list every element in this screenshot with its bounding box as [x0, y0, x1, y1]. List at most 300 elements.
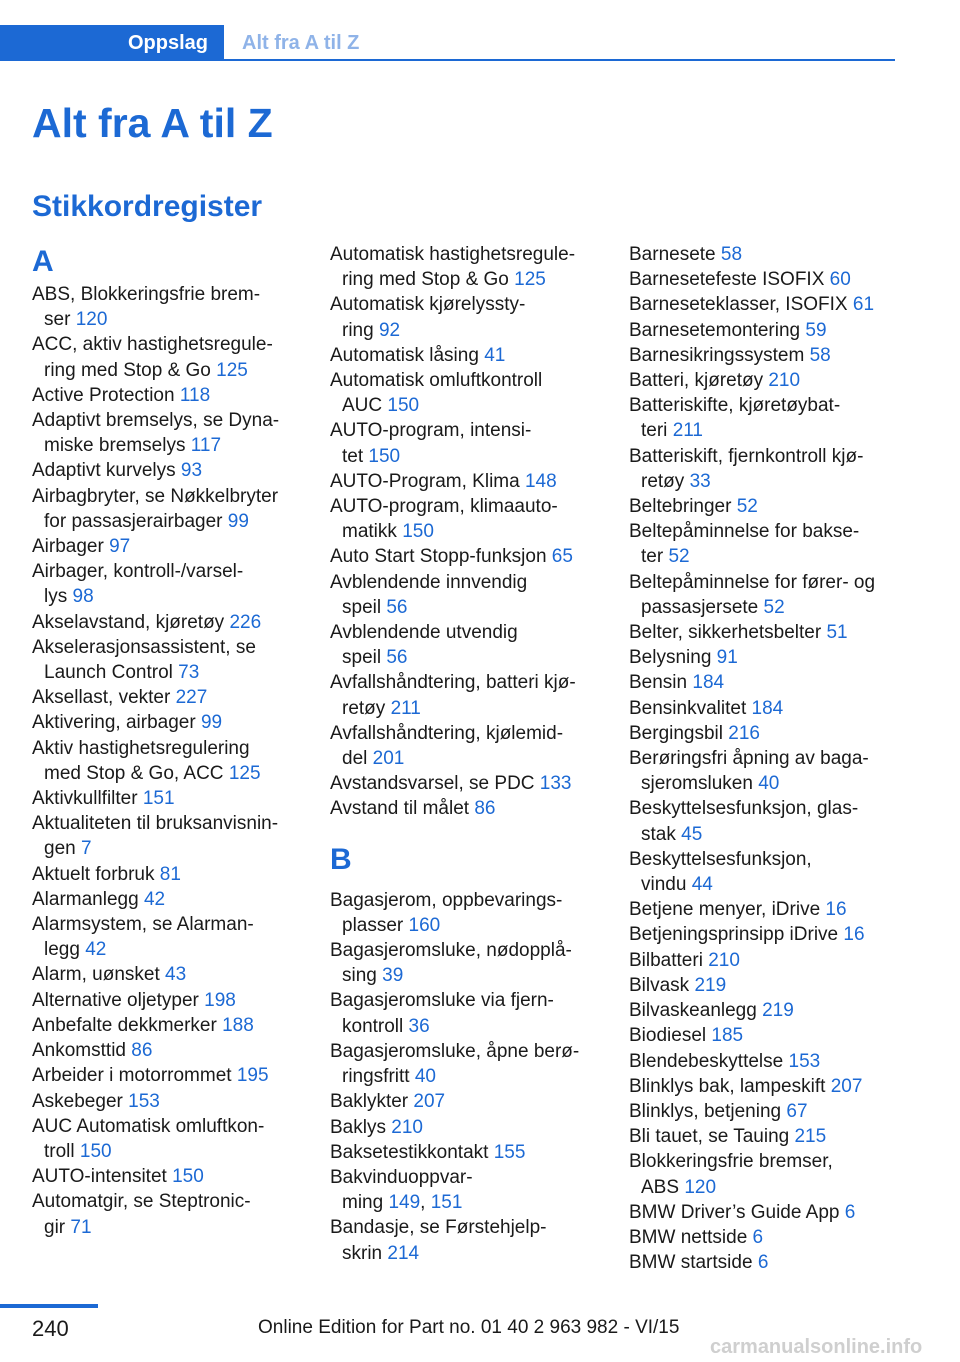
entry-text: BMW nettside	[629, 1226, 753, 1248]
entry-text: retøy	[641, 470, 690, 492]
entry-text: Automatisk hastighetsregule-	[330, 244, 576, 265]
index-entry	[32, 635, 322, 685]
index-entry	[32, 988, 322, 1013]
entry-text: Beltepåminnelse for fører- og	[629, 571, 876, 593]
entry-text: sing	[342, 965, 383, 987]
index-entry	[629, 368, 919, 393]
entry-text: Launch Control	[44, 662, 179, 684]
entry-text: sjeromsluken	[641, 773, 759, 795]
index-entry	[330, 938, 620, 988]
page-link[interactable]: 219	[694, 974, 727, 996]
entry-text: lys	[44, 586, 73, 608]
page-link[interactable]: 227	[175, 687, 208, 709]
page-link[interactable]: 45	[681, 823, 703, 845]
entry-text: for passasjerairbager	[44, 510, 228, 532]
index-entry	[629, 796, 919, 846]
page-link[interactable]: 6	[844, 1201, 856, 1223]
index-entry	[32, 710, 322, 735]
entry-text: Akselavstand, kjøretøy	[32, 611, 230, 633]
index-entry	[32, 887, 322, 912]
index-entry	[330, 1215, 620, 1265]
page-link[interactable]: 150	[387, 395, 420, 417]
entry-text: Beskyttelsesfunksjon, glas-	[629, 798, 859, 820]
page-link[interactable]: 40	[758, 773, 780, 795]
entry-text: Alternative oljetyper	[32, 989, 205, 1011]
entry-text: tet	[342, 445, 369, 467]
page-link[interactable]: 58	[809, 344, 831, 366]
entry-text: Avfallshåndtering, kjølemid-	[330, 722, 564, 744]
page-link[interactable]: 125	[514, 269, 546, 291]
entry-text: del	[342, 748, 373, 770]
index-entry	[32, 559, 322, 609]
index-entry	[629, 696, 919, 721]
index-entry	[629, 494, 919, 519]
index-entry	[629, 998, 919, 1023]
page-link[interactable]: 52	[736, 496, 758, 518]
entry-text: Barnesetemontering	[629, 319, 806, 341]
index-column-2	[330, 242, 620, 1266]
entry-text: Avstandsvarsel, se PDC	[330, 773, 540, 795]
entry-text: AUTO-Program, Klima	[330, 470, 525, 492]
entry-text: Beskyttelsesfunksjon,	[629, 848, 812, 870]
page-link[interactable]: 150	[172, 1166, 204, 1188]
page-link[interactable]: 210	[768, 370, 801, 392]
entry-text: Blinklys bak, lampeskift	[629, 1075, 831, 1097]
page-link[interactable]: 7	[80, 838, 92, 860]
page-link[interactable]: 42	[143, 888, 166, 910]
header-divider	[224, 59, 895, 61]
entry-text: Blokkeringsfrie bremser,	[629, 1151, 833, 1173]
entry-text: Bagasjerom, oppbevarings-	[330, 889, 563, 911]
index-entry	[629, 847, 919, 897]
index-entry	[32, 534, 322, 559]
page-link[interactable]: 60	[829, 269, 851, 291]
page-link[interactable]: 150	[79, 1140, 112, 1162]
entry-text: Bilvaskeanlegg	[629, 1000, 763, 1022]
index-entry	[629, 721, 919, 746]
entry-text: Aktivering, airbager	[32, 712, 201, 734]
entry-text: skrin	[342, 1242, 388, 1264]
index-entry	[32, 332, 322, 382]
entry-text: speil	[342, 647, 387, 669]
chapter-tab[interactable]: Alt fra A til Z	[242, 31, 360, 54]
index-entry	[330, 570, 620, 620]
page-link[interactable]: 99	[200, 712, 223, 734]
entry-text: Batteri, kjøretøy	[629, 370, 769, 392]
entry-text: troll	[44, 1140, 80, 1162]
entry-text: Automatgir, se Steptronic-	[32, 1191, 251, 1213]
entry-text: Avblendende innvendig	[330, 571, 528, 593]
page-link[interactable]: 188	[222, 1014, 254, 1036]
page-link[interactable]: 36	[408, 1015, 430, 1037]
entry-text: Baklys	[330, 1116, 392, 1138]
page-link[interactable]: 120	[75, 309, 108, 331]
entry-text: Bergingsbil	[629, 722, 729, 744]
page-link[interactable]: 211	[390, 697, 421, 719]
index-entry	[32, 1114, 322, 1164]
index-entry	[32, 1013, 322, 1038]
index-entry	[629, 343, 919, 368]
page-link[interactable]: 52	[668, 546, 690, 568]
page-link[interactable]: 184	[692, 672, 725, 694]
index-entry	[629, 444, 919, 494]
page-link[interactable]: 44	[691, 874, 713, 896]
page-link[interactable]: 151	[142, 788, 175, 810]
page-link[interactable]: 52	[763, 596, 785, 618]
entry-text: legg	[44, 939, 86, 961]
index-entry	[629, 1149, 919, 1199]
index-entry	[330, 1089, 620, 1114]
page-link[interactable]: 207	[830, 1075, 863, 1097]
index-entry	[629, 1049, 919, 1074]
page-link[interactable]: 91	[716, 647, 738, 669]
entry-list	[330, 888, 620, 1266]
page-link[interactable]: 99	[227, 510, 249, 532]
index-entry	[629, 267, 919, 292]
entry-text: Bakvinduoppvar-	[330, 1166, 473, 1188]
index-entry	[629, 1225, 919, 1250]
index-subtitle: Stikkordregister	[32, 190, 263, 223]
entry-text: Airbagbryter, se Nøkkelbryter	[32, 485, 279, 507]
entry-text: Aktivkullfilter	[32, 788, 143, 810]
page-link[interactable]: 215	[794, 1126, 827, 1148]
entry-text: Bandasje, se Førstehjelp-	[330, 1217, 547, 1239]
page-link[interactable]: 195	[236, 1065, 269, 1087]
page-title: Alt fra A til Z	[32, 100, 273, 146]
index-entry	[629, 645, 919, 670]
index-entry	[330, 988, 620, 1038]
entry-text: Active Protection	[32, 384, 180, 406]
entry-text: AUTO-program, intensi-	[330, 420, 532, 442]
entry-text: Betjene menyer, iDrive	[629, 899, 826, 921]
entry-text: Aktualiteten til bruksanvisnin-	[32, 813, 279, 835]
index-entry	[629, 670, 919, 695]
index-entry	[32, 610, 322, 635]
entry-text: Barnesete	[629, 244, 721, 265]
entry-text: AUC	[342, 395, 388, 417]
page-link[interactable]: 185	[711, 1025, 744, 1047]
page-link[interactable]: 210	[708, 949, 740, 971]
index-entry	[330, 469, 620, 494]
index-entry	[330, 771, 620, 796]
entry-text: Auto Start Stopp-funksjon	[330, 546, 552, 568]
index-entry	[629, 519, 919, 569]
entry-text: Barnesetefeste ISOFIX	[629, 269, 830, 291]
index-entry	[330, 292, 620, 342]
page-link[interactable]: 149	[388, 1192, 421, 1214]
index-entry	[629, 570, 919, 620]
page-link[interactable]: 61	[852, 294, 875, 316]
index-entry	[32, 786, 322, 811]
index-entry	[629, 318, 919, 343]
entry-text: med Stop & Go, ACC	[44, 762, 229, 784]
entry-text: Bli tauet, se Tauing	[629, 1126, 795, 1148]
entry-text: Belysning	[629, 647, 717, 669]
index-entry	[330, 494, 620, 544]
entry-text: Berøringsfri åpning av baga-	[629, 748, 869, 770]
entry-text: Blinklys, betjening	[629, 1100, 787, 1122]
page-link[interactable]: 211	[672, 420, 703, 442]
entry-text: Ankomsttid	[32, 1040, 132, 1062]
entry-text: ring med Stop & Go	[342, 269, 515, 291]
entry-text: Baklykter	[330, 1091, 414, 1113]
entry-text: Bilvask	[629, 974, 695, 996]
entry-text: kontroll	[342, 1015, 409, 1037]
entry-text: Akselerasjonsassistent, se	[32, 636, 256, 658]
page-link[interactable]: 133	[539, 773, 572, 795]
index-entry	[32, 408, 322, 458]
entry-text: Avstand til målet	[330, 798, 475, 820]
page-link[interactable]: 41	[484, 344, 506, 366]
entry-text: ABS	[641, 1176, 685, 1198]
page-link[interactable]: 58	[720, 244, 743, 265]
entry-text: retøy	[342, 697, 391, 719]
entry-text: Aktuelt forbruk	[32, 863, 160, 885]
page-link[interactable]: 153	[128, 1090, 160, 1112]
page-link[interactable]: 117	[190, 435, 222, 457]
entry-list	[330, 242, 620, 822]
entry-text: vindu	[641, 874, 692, 896]
page-link[interactable]: 92	[378, 319, 401, 341]
page-link[interactable]: 125	[228, 762, 261, 784]
index-entry	[629, 948, 919, 973]
index-entry	[330, 888, 620, 938]
index-entry	[32, 1164, 322, 1189]
letter-heading-a: A	[32, 245, 54, 278]
index-entry	[32, 1189, 322, 1239]
entry-text: Alarmsystem, se Alarman-	[32, 914, 254, 936]
page-link[interactable]: 86	[131, 1040, 153, 1062]
entry-text: ABS, Blokkeringsfrie brem-	[32, 284, 261, 305]
entry-text: Adaptivt kurvelys	[32, 460, 181, 482]
page-link[interactable]: 207	[413, 1091, 446, 1113]
entry-text: Automatisk kjørelyssty-	[330, 294, 526, 316]
page-link[interactable]: 148	[524, 470, 557, 492]
index-entry	[629, 973, 919, 998]
entry-text: Beltebringer	[629, 496, 737, 518]
page-link[interactable]: 93	[180, 460, 203, 482]
index-entry	[32, 1038, 322, 1063]
letter-heading-b: B	[330, 842, 352, 876]
entry-text: teri	[641, 420, 673, 442]
page-link[interactable]: 43	[165, 964, 187, 986]
entry-text: Adaptivt bremselys, se Dyna-	[32, 410, 280, 432]
index-entry	[32, 458, 322, 483]
index-entry	[32, 862, 322, 887]
page-link[interactable]: 125	[216, 359, 248, 381]
entry-text: passasjersete	[641, 596, 764, 618]
entry-text: Baksetestikkontakt	[330, 1141, 494, 1163]
index-entry	[629, 1124, 919, 1149]
entry-text: ring	[342, 319, 379, 341]
entry-text: plasser	[342, 914, 409, 936]
page-link[interactable]: 98	[72, 586, 94, 608]
entry-text: Avfallshåndtering, batteri kjø-	[330, 672, 576, 694]
page-link[interactable]: 198	[204, 989, 236, 1011]
entry-text: matikk	[342, 521, 403, 543]
index-entry	[330, 1115, 620, 1140]
index-entry	[330, 1039, 620, 1089]
page-link[interactable]: 153	[788, 1050, 821, 1072]
entry-text: AUTO-intensitet	[32, 1166, 173, 1188]
page-link[interactable]: 56	[386, 596, 408, 618]
index-column-1	[32, 242, 322, 1240]
section-tab[interactable]: Oppslag	[0, 25, 224, 61]
page-link[interactable]: 151	[430, 1192, 463, 1214]
page-link[interactable]: 59	[805, 319, 827, 341]
page-link[interactable]: 33	[689, 470, 711, 492]
watermark: carmanualsonline.info	[710, 1336, 923, 1358]
page-number: 240	[32, 1316, 69, 1341]
entry-text: Askebeger	[32, 1090, 129, 1112]
page-link[interactable]: 86	[474, 798, 496, 820]
page-link[interactable]: 97	[109, 536, 131, 558]
index-entry	[629, 292, 919, 317]
page-link[interactable]: 150	[402, 521, 434, 543]
index-entry	[629, 620, 919, 645]
entry-text: Beltepåminnelse for bakse-	[629, 521, 860, 543]
index-entry	[330, 368, 620, 418]
entry-text: Biodiesel	[629, 1025, 712, 1047]
index-entry	[330, 721, 620, 771]
index-entry	[32, 685, 322, 710]
index-entry	[629, 922, 919, 947]
page-link[interactable]: 71	[70, 1216, 92, 1238]
page-link[interactable]: 73	[178, 662, 200, 684]
entry-text: Airbager	[32, 536, 110, 558]
index-entry	[629, 746, 919, 796]
index-entry	[330, 418, 620, 468]
page-link[interactable]: 155	[493, 1141, 526, 1163]
entry-text: Alarm, uønsket	[32, 964, 166, 986]
page-link[interactable]: 120	[684, 1176, 717, 1198]
page-link[interactable]: 81	[159, 863, 181, 885]
entry-text: Aksellast, vekter	[32, 687, 176, 709]
page-link[interactable]: 216	[728, 722, 760, 744]
index-entry	[32, 811, 322, 861]
index-entry	[32, 736, 322, 786]
index-entry	[629, 393, 919, 443]
index-entry	[32, 383, 322, 408]
entry-text: ming	[342, 1192, 389, 1214]
entry-list	[32, 282, 322, 1240]
entry-text: Belter, sikkerhetsbelter	[629, 622, 827, 644]
page-link[interactable]: 39	[382, 965, 404, 987]
index-entry	[330, 343, 620, 368]
entry-text: Bensin	[629, 672, 693, 694]
page-link[interactable]: 210	[391, 1116, 423, 1138]
index-entry	[32, 1089, 322, 1114]
entry-text: Barneseteklasser, ISOFIX	[629, 294, 853, 316]
edition-note: Online Edition for Part no. 01 40 2 963 982 - VI/15	[258, 1317, 680, 1338]
page-link[interactable]: 226	[229, 611, 262, 633]
entry-text: Bagasjeromsluke, åpne berø-	[330, 1040, 580, 1062]
page-link[interactable]: 16	[843, 924, 865, 946]
index-entry: Bakvinduoppvar- ming 149, 151	[330, 1166, 473, 1214]
index-entry	[32, 912, 322, 962]
page-link[interactable]: 16	[825, 899, 847, 921]
entry-text: Barnesikringssystem	[629, 344, 810, 366]
entry-text: Automatisk omluftkontroll	[330, 370, 543, 392]
page-link[interactable]: 51	[826, 622, 848, 644]
entry-text: Alarmanlegg	[32, 888, 144, 910]
index-entry	[330, 544, 620, 569]
page-header	[0, 25, 895, 61]
entry-text: Aktiv hastighetsregulering	[32, 737, 250, 759]
page-link[interactable]: 219	[762, 1000, 794, 1022]
index-entry	[629, 1099, 919, 1124]
entry-list	[629, 242, 919, 1275]
index-entry	[629, 1200, 919, 1225]
page-link[interactable]: 214	[387, 1242, 420, 1264]
page-link[interactable]: 6	[757, 1252, 769, 1274]
entry-text: stak	[641, 823, 682, 845]
page-link[interactable]: 65	[551, 546, 573, 568]
entry-text: Bilbatteri	[629, 949, 709, 971]
page-link[interactable]: 184	[751, 697, 784, 719]
entry-text: Anbefalte dekkmerker	[32, 1014, 223, 1036]
index-entry	[330, 796, 620, 821]
page-link[interactable]: 6	[752, 1226, 764, 1248]
index-entry	[629, 1074, 919, 1099]
footer-divider	[0, 1304, 98, 1308]
entry-text: Batteriskifte, kjøretøybat-	[629, 395, 841, 417]
entry-text: ringsfritt	[342, 1066, 415, 1088]
index-entry	[32, 282, 322, 332]
index-entry	[629, 242, 919, 267]
index-entry	[330, 670, 620, 720]
entry-text: Batteriskift, fjernkontroll kjø-	[629, 445, 864, 467]
index-entry	[330, 1140, 620, 1165]
entry-text: ter	[641, 546, 669, 568]
index-entry	[629, 897, 919, 922]
entry-text: speil	[342, 596, 387, 618]
entry-text: Avblendende utvendig	[330, 622, 518, 644]
entry-text: BMW Driver’s Guide App	[629, 1201, 845, 1223]
page-link[interactable]: 56	[386, 647, 408, 669]
entry-text: BMW startside	[629, 1252, 758, 1274]
entry-text: gen	[44, 838, 81, 860]
entry-text: ser	[44, 309, 76, 331]
page-link[interactable]: 150	[368, 445, 401, 467]
page-link[interactable]: 201	[372, 748, 405, 770]
page-link[interactable]: 40	[414, 1066, 436, 1088]
index-entry	[629, 1250, 919, 1275]
entry-text: Bagasjeromsluke, nødopplå-	[330, 940, 572, 962]
index-entry	[32, 484, 322, 534]
page-link[interactable]: 160	[408, 914, 441, 936]
page-link[interactable]: 67	[786, 1100, 808, 1122]
entry-text: Blendebeskyttelse	[629, 1050, 789, 1072]
page-link[interactable]: 42	[85, 939, 107, 961]
index-entry	[330, 620, 620, 670]
entry-text: Betjeningsprinsipp iDrive	[629, 924, 844, 946]
entry-text: AUC Automatisk omluftkon-	[32, 1115, 265, 1137]
entry-text: gir	[44, 1216, 71, 1238]
entry-text: Airbager, kontroll-/varsel-	[32, 561, 244, 583]
index-entry	[330, 242, 620, 292]
page-link[interactable]: 118	[179, 384, 211, 406]
index-entry	[629, 1023, 919, 1048]
index-entry	[32, 1063, 322, 1088]
entry-text: Bagasjeromsluke via fjern-	[330, 990, 554, 1012]
entry-text: ACC, aktiv hastighetsregule-	[32, 334, 273, 356]
entry-text: Bensinkvalitet	[629, 697, 752, 719]
entry-text: ring med Stop & Go	[44, 359, 217, 381]
entry-text: Automatisk låsing	[330, 344, 485, 366]
entry-text: miske bremselys	[44, 435, 191, 457]
entry-text: AUTO-program, klimaauto-	[330, 496, 558, 518]
